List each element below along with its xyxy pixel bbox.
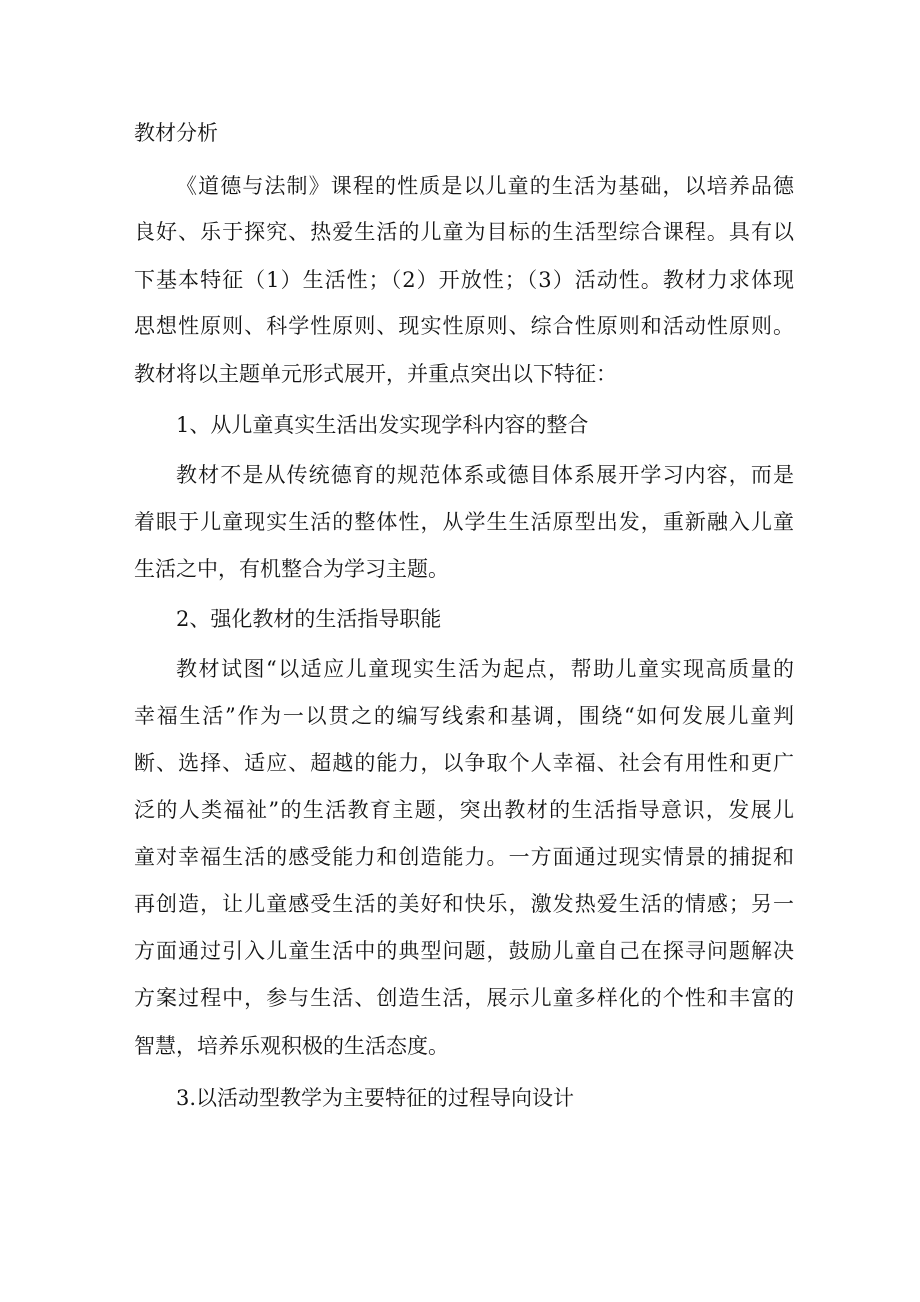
section1-title: 1、从儿童真实生活出发实现学科内容的整合	[176, 413, 589, 437]
intro-line-1: 《道德与法制》课程的性质是以儿童的生活为基础，以培养品德	[176, 174, 794, 198]
section2-line-1: 教材试图“以适应儿童现实生活为起点，帮助儿童实现高质量的	[176, 657, 794, 681]
section2-line-5: 童对幸福生活的感受能力和创造能力。一方面通过现实情景的捕捉和	[134, 845, 794, 869]
section2-line-9: 智慧，培养乐观积极的生活态度。	[134, 1034, 449, 1058]
intro-line-3: 下基本特征（1）生活性；（2）开放性；（3）活动性。教材力求体现	[134, 268, 794, 292]
section2-line-3: 断、选择、适应、超越的能力，以争取个人幸福、社会有用性和更广	[134, 751, 794, 775]
section1-line-2: 着眼于儿童现实生活的整体性，从学生生活原型出发，重新融入儿童	[134, 510, 794, 534]
intro-line-2: 良好、乐于探究、热爱生活的儿童为目标的生活型综合课程。具有以	[134, 220, 794, 244]
section1-line-3: 生活之中，有机整合为学习主题。	[134, 557, 449, 581]
intro-line-4: 思想性原则、科学性原则、现实性原则、综合性原则和活动性原则。	[134, 314, 794, 338]
section2-line-7: 方面通过引入儿童生活中的典型问题，鼓励儿童自己在探寻问题解决	[134, 939, 794, 963]
intro-line-5: 教材将以主题单元形式展开，并重点突出以下特征：	[134, 362, 617, 386]
section3-title: 3.以活动型教学为主要特征的过程导向设计	[176, 1086, 575, 1110]
heading: 教材分析	[134, 121, 218, 145]
section2-line-4: 泛的人类福祉”的生活教育主题，突出教材的生活指导意识，发展儿	[134, 798, 794, 822]
section1-line-1: 教材不是从传统德育的规范体系或德目体系展开学习内容，而是	[176, 463, 794, 487]
section2-line-2: 幸福生活”作为一以贯之的编写线索和基调，围绕“如何发展儿童判	[134, 704, 794, 728]
section2-line-8: 方案过程中，参与生活、创造生活，展示儿童多样化的个性和丰富的	[134, 986, 794, 1010]
section2-line-6: 再创造，让儿童感受生活的美好和快乐，激发热爱生活的情感；另一	[134, 892, 794, 916]
section2-title: 2、强化教材的生活指导职能	[176, 607, 442, 631]
